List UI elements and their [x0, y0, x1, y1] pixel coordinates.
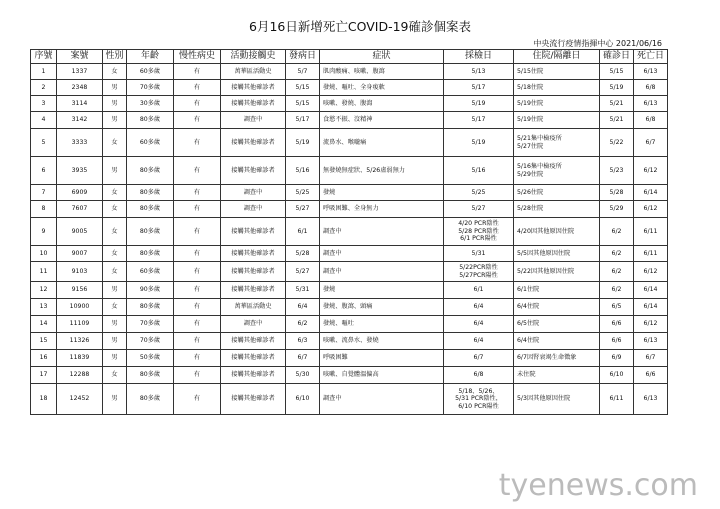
table-cell: 有	[174, 218, 221, 246]
table-cell: 6/7因腎衰竭生命徵象	[514, 350, 600, 367]
table-cell: 1337	[57, 64, 103, 80]
table-cell: 6/11	[634, 246, 668, 262]
table-cell: 5/16	[286, 157, 320, 185]
table-cell: 5/13	[444, 64, 514, 80]
table-cell: 5/17	[444, 112, 514, 129]
table-cell: 5/18住院	[514, 80, 600, 96]
table-cell: 10900	[57, 299, 103, 316]
table-cell: 有	[174, 282, 221, 299]
table-cell: 8	[31, 201, 57, 218]
table-cell: 11839	[57, 350, 103, 367]
table-cell: 咳嗽、發燒、腹瀉	[320, 96, 444, 112]
table-cell: 6/4	[444, 333, 514, 350]
table-cell: 13	[31, 299, 57, 316]
table-cell: 80多歲	[127, 185, 174, 201]
table-cell: 食慾不振、沒精神	[320, 112, 444, 129]
table-cell: 4	[31, 112, 57, 129]
table-cell: 5/16集中檢疫所 5/29住院	[514, 157, 600, 185]
table-cell: 3	[31, 96, 57, 112]
table-cell: 60多歲	[127, 64, 174, 80]
table-cell: 5/27	[286, 262, 320, 282]
table-cell: 接觸其他確診者	[221, 246, 286, 262]
table-cell: 6/13	[634, 96, 668, 112]
table-cell: 5/19	[444, 96, 514, 112]
table-row	[31, 185, 668, 201]
table-cell: 女	[103, 367, 127, 384]
table-cell: 5/31	[444, 246, 514, 262]
table-cell: 有	[174, 157, 221, 185]
table-cell: 接觸其他確診者	[221, 333, 286, 350]
table-cell: 5/29	[600, 201, 634, 218]
table-cell: 5/15	[286, 96, 320, 112]
column-header: 發病日	[286, 50, 320, 64]
table-cell: 15	[31, 333, 57, 350]
column-header: 症狀	[320, 50, 444, 64]
table-cell: 男	[103, 112, 127, 129]
table-cell: 6/5	[600, 299, 634, 316]
table-cell: 6/14	[634, 185, 668, 201]
table-cell: 9005	[57, 218, 103, 246]
table-cell: 6/5住院	[514, 316, 600, 333]
table-cell: 女	[103, 218, 127, 246]
table-row	[31, 96, 668, 112]
table-cell: 6/13	[634, 384, 668, 415]
table-cell: 1	[31, 64, 57, 80]
table-cell: 接觸其他確診者	[221, 262, 286, 282]
table-cell: 6/2	[600, 218, 634, 246]
table-cell: 6	[31, 157, 57, 185]
table-cell: 男	[103, 80, 127, 96]
table-cell: 5/19	[286, 129, 320, 157]
table-cell: 調查中	[221, 316, 286, 333]
table-cell: 6/7	[634, 129, 668, 157]
table-cell: 60多歲	[127, 129, 174, 157]
table-cell: 呼吸困難、全身無力	[320, 201, 444, 218]
table-row	[31, 350, 668, 367]
table-cell: 6/2	[600, 246, 634, 262]
table-row	[31, 80, 668, 96]
table-cell: 男	[103, 316, 127, 333]
table-cell: 80多歲	[127, 157, 174, 185]
table-cell: 6/8	[634, 112, 668, 129]
header-row	[31, 50, 668, 64]
table-cell: 男	[103, 350, 127, 367]
table-cell: 5/3因其他原因住院	[514, 384, 600, 415]
column-header: 住院/隔離日	[514, 50, 600, 64]
table-cell: 男	[103, 96, 127, 112]
table-cell: 5/28	[286, 246, 320, 262]
table-cell: 有	[174, 246, 221, 262]
table-cell: 3114	[57, 96, 103, 112]
table-cell: 80多歲	[127, 384, 174, 415]
table-cell: 5/23	[600, 157, 634, 185]
table-cell: 接觸其他確診者	[221, 157, 286, 185]
table-cell: 5/17	[444, 80, 514, 96]
table-cell: 調查中	[320, 218, 444, 246]
table-cell: 無發燒無症狀、5/26虛弱無力	[320, 157, 444, 185]
table-cell: 6/6	[634, 367, 668, 384]
table-row	[31, 157, 668, 185]
table-cell: 有	[174, 384, 221, 415]
table-cell: 未住院	[514, 367, 600, 384]
watermark: tyenews.com	[498, 468, 698, 503]
table-cell: 6/12	[634, 157, 668, 185]
table-cell: 5/27	[286, 201, 320, 218]
table-cell: 70多歲	[127, 316, 174, 333]
table-cell: 5/15住院	[514, 64, 600, 80]
table-cell: 80多歲	[127, 246, 174, 262]
table-cell: 6/13	[634, 333, 668, 350]
table-cell: 5/19住院	[514, 112, 600, 129]
table-cell: 9103	[57, 262, 103, 282]
table-cell: 有	[174, 185, 221, 201]
table-cell: 男	[103, 157, 127, 185]
table-cell: 呼吸困難	[320, 350, 444, 367]
table-cell: 6/10	[286, 384, 320, 415]
table-cell: 2348	[57, 80, 103, 96]
table-cell: 9	[31, 218, 57, 246]
table-cell: 5/31	[286, 282, 320, 299]
table-cell: 6/9	[600, 350, 634, 367]
cases-table	[30, 49, 668, 415]
table-cell: 80多歲	[127, 299, 174, 316]
table-cell: 女	[103, 64, 127, 80]
table-cell: 女	[103, 262, 127, 282]
table-cell: 6/1	[444, 282, 514, 299]
table-cell: 5/21	[600, 96, 634, 112]
column-header: 年齡	[127, 50, 174, 64]
table-cell: 5/21集中檢疫所 5/27住院	[514, 129, 600, 157]
table-cell: 18	[31, 384, 57, 415]
table-cell: 6/11	[600, 384, 634, 415]
table-cell: 5/28	[600, 185, 634, 201]
table-cell: 5/19住院	[514, 96, 600, 112]
table-cell: 女	[103, 185, 127, 201]
table-cell: 5/19	[444, 129, 514, 157]
table-cell: 有	[174, 80, 221, 96]
table-cell: 12	[31, 282, 57, 299]
table-cell: 80多歲	[127, 218, 174, 246]
table-cell: 90多歲	[127, 282, 174, 299]
table-cell: 6/12	[634, 316, 668, 333]
table-cell: 10	[31, 246, 57, 262]
table-cell: 6/4住院	[514, 299, 600, 316]
table-cell: 接觸其他確診者	[221, 350, 286, 367]
table-row	[31, 367, 668, 384]
table-cell: 6/10	[600, 367, 634, 384]
table-cell: 萬華區活動史	[221, 64, 286, 80]
column-header: 慢性病史	[174, 50, 221, 64]
table-cell: 流鼻水、喉嚨痛	[320, 129, 444, 157]
table-cell: 有	[174, 96, 221, 112]
table-cell: 11109	[57, 316, 103, 333]
table-cell: 5/17	[286, 112, 320, 129]
table-row	[31, 299, 668, 316]
table-cell: 7607	[57, 201, 103, 218]
table-cell: 接觸其他確診者	[221, 384, 286, 415]
table-cell: 5/16	[444, 157, 514, 185]
table-cell: 4/20 PCR陰性 5/28 PCR陰性 6/1 PCR陽性	[444, 218, 514, 246]
table-cell: 3333	[57, 129, 103, 157]
table-row	[31, 333, 668, 350]
table-cell: 5/7	[286, 64, 320, 80]
table-cell: 5/15	[600, 64, 634, 80]
table-cell: 女	[103, 201, 127, 218]
table-cell: 80多歲	[127, 112, 174, 129]
table-cell: 11	[31, 262, 57, 282]
table-cell: 6/2	[600, 282, 634, 299]
table-cell: 5	[31, 129, 57, 157]
column-header: 案號	[57, 50, 103, 64]
table-cell: 發燒	[320, 185, 444, 201]
table-cell: 6/2	[600, 262, 634, 282]
table-cell: 接觸其他確診者	[221, 367, 286, 384]
column-header: 性別	[103, 50, 127, 64]
table-cell: 接觸其他確診者	[221, 80, 286, 96]
document-title: 6月16日新增死亡COVID-19確診個案表	[249, 19, 471, 34]
table-cell: 6/7	[444, 350, 514, 367]
table-cell: 70多歲	[127, 80, 174, 96]
table-cell: 5/30	[286, 367, 320, 384]
table-cell: 6/12	[634, 201, 668, 218]
table-cell: 6/7	[634, 350, 668, 367]
table-cell: 6/3	[286, 333, 320, 350]
table-cell: 接觸其他確診者	[221, 129, 286, 157]
table-cell: 5/18、5/26、 5/31 PCR陰性， 6/10 PCR陽性	[444, 384, 514, 415]
table-cell: 女	[103, 129, 127, 157]
table-cell: 5/22	[600, 129, 634, 157]
table-cell: 發燒、嘔吐、全身痠軟	[320, 80, 444, 96]
table-cell: 5/28住院	[514, 201, 600, 218]
table-row	[31, 384, 668, 415]
table-cell: 6/8	[444, 367, 514, 384]
table-cell: 有	[174, 112, 221, 129]
table-row	[31, 246, 668, 262]
table-cell: 5/21	[600, 112, 634, 129]
table-cell: 有	[174, 367, 221, 384]
table-row	[31, 282, 668, 299]
table-cell: 5/25	[286, 185, 320, 201]
table-cell: 6/4	[286, 299, 320, 316]
column-header: 確診日	[600, 50, 634, 64]
table-cell: 萬華區活動史	[221, 299, 286, 316]
table-cell: 調查中	[320, 246, 444, 262]
table-cell: 30多歲	[127, 96, 174, 112]
table-cell: 發燒、嘔吐	[320, 316, 444, 333]
table-row	[31, 316, 668, 333]
table-cell: 2	[31, 80, 57, 96]
table-cell: 5/19	[600, 80, 634, 96]
table-cell: 調查中	[221, 112, 286, 129]
table-cell: 6/2	[286, 316, 320, 333]
table-cell: 6/6	[600, 316, 634, 333]
table-cell: 女	[103, 246, 127, 262]
table-row	[31, 218, 668, 246]
table-cell: 6/1	[286, 218, 320, 246]
table-cell: 6/7	[286, 350, 320, 367]
table-cell: 男	[103, 384, 127, 415]
table-cell: 6/4	[444, 299, 514, 316]
table-cell: 9007	[57, 246, 103, 262]
table-cell: 有	[174, 350, 221, 367]
table-cell: 肌肉酸痛、咳嗽、腹瀉	[320, 64, 444, 80]
column-header: 死亡日	[634, 50, 668, 64]
table-cell: 5/15	[286, 80, 320, 96]
table-cell: 6/4住院	[514, 333, 600, 350]
table-cell: 3142	[57, 112, 103, 129]
table-cell: 6/14	[634, 299, 668, 316]
table-cell: 男	[103, 333, 127, 350]
table-cell: 5/22因其他原因住院	[514, 262, 600, 282]
table-cell: 5/25	[444, 185, 514, 201]
table-cell: 6/4	[444, 316, 514, 333]
table-cell: 80多歲	[127, 201, 174, 218]
column-header: 序號	[31, 50, 57, 64]
table-cell: 調查中	[221, 201, 286, 218]
table-cell: 女	[103, 299, 127, 316]
table-cell: 12452	[57, 384, 103, 415]
table-cell: 11326	[57, 333, 103, 350]
table-cell: 咳嗽、流鼻水、發燒	[320, 333, 444, 350]
table-cell: 接觸其他確診者	[221, 282, 286, 299]
table-cell: 調查中	[221, 185, 286, 201]
table-cell: 3935	[57, 157, 103, 185]
table-row	[31, 262, 668, 282]
table-cell: 6/1住院	[514, 282, 600, 299]
table-cell: 有	[174, 129, 221, 157]
column-header: 活動接觸史	[221, 50, 286, 64]
table-cell: 4/20因其他原因住院	[514, 218, 600, 246]
table-cell: 男	[103, 282, 127, 299]
table-cell: 有	[174, 299, 221, 316]
table-cell: 16	[31, 350, 57, 367]
table-cell: 6/14	[634, 282, 668, 299]
table-cell: 接觸其他確診者	[221, 96, 286, 112]
table-cell: 咳嗽、自覺體溫偏高	[320, 367, 444, 384]
table-cell: 調查中	[320, 384, 444, 415]
table-cell: 6/8	[634, 80, 668, 96]
table-cell: 6/12	[634, 262, 668, 282]
table-cell: 5/27	[444, 201, 514, 218]
table-cell: 6/6	[600, 333, 634, 350]
table-cell: 70多歲	[127, 333, 174, 350]
table-cell: 9156	[57, 282, 103, 299]
table-cell: 有	[174, 262, 221, 282]
column-header: 採檢日	[444, 50, 514, 64]
table-cell: 6/13	[634, 64, 668, 80]
table-cell: 有	[174, 333, 221, 350]
table-cell: 5/22PCR陰性 5/27PCR陽性	[444, 262, 514, 282]
table-cell: 7	[31, 185, 57, 201]
table-cell: 5/26住院	[514, 185, 600, 201]
table-cell: 有	[174, 316, 221, 333]
table-cell: 6/11	[634, 218, 668, 246]
table-cell: 50多歲	[127, 350, 174, 367]
table-cell: 12288	[57, 367, 103, 384]
issuer-date: 中央流行疫情指揮中心 2021/06/16	[533, 39, 662, 48]
table-cell: 17	[31, 367, 57, 384]
table-row	[31, 129, 668, 157]
table-cell: 發燒	[320, 282, 444, 299]
table-cell: 60多歲	[127, 262, 174, 282]
table-row	[31, 201, 668, 218]
table-cell: 6909	[57, 185, 103, 201]
table-cell: 有	[174, 64, 221, 80]
table-cell: 有	[174, 201, 221, 218]
table-cell: 80多歲	[127, 367, 174, 384]
table-cell: 發燒、腹瀉、頭痛	[320, 299, 444, 316]
table-row	[31, 112, 668, 129]
table-cell: 14	[31, 316, 57, 333]
table-cell: 接觸其他確診者	[221, 218, 286, 246]
table-cell: 5/5因其他原因住院	[514, 246, 600, 262]
table-cell: 調查中	[320, 262, 444, 282]
table-row	[31, 64, 668, 80]
